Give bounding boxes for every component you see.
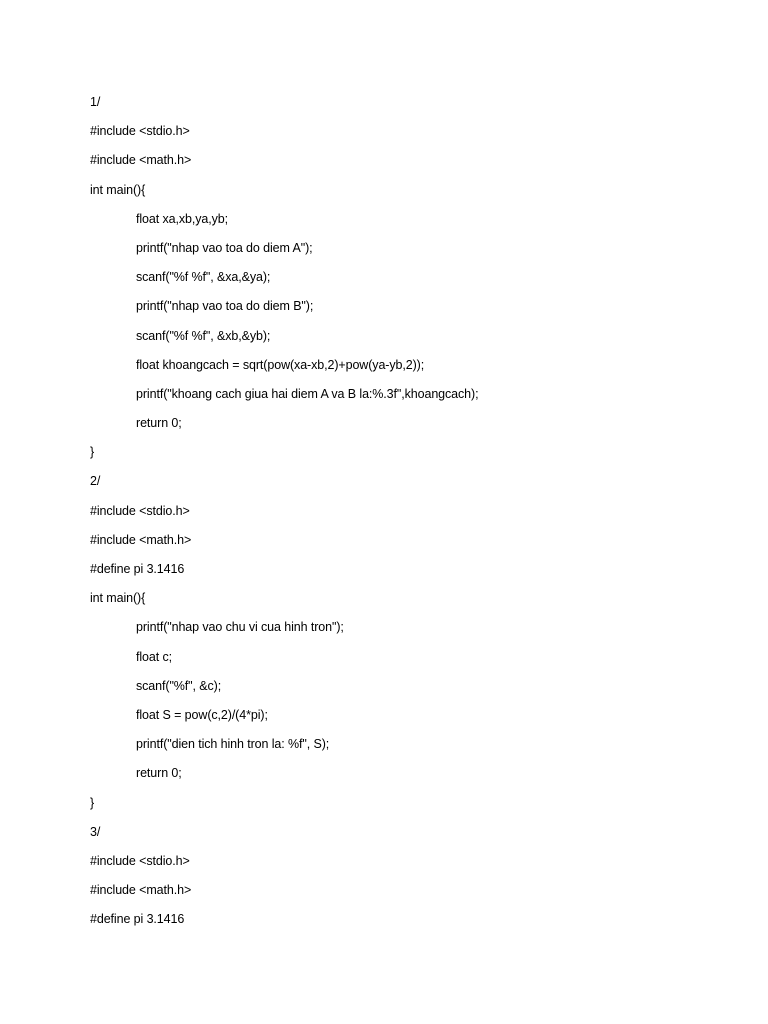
- code-line: 1/: [90, 95, 101, 109]
- code-line: printf("khoang cach giua hai diem A va B la:%.3f",khoangcach);: [136, 386, 479, 401]
- code-line: #include <stdio.h>: [90, 853, 190, 868]
- code-line: 3/: [90, 824, 101, 839]
- code-line: printf("nhap vao toa do diem A");: [136, 240, 313, 255]
- code-line: #define pi 3.1416: [90, 562, 185, 576]
- code-line: scanf("%f %f", &xb,&yb);: [136, 328, 271, 343]
- code-line: #define pi 3.1416: [90, 912, 185, 927]
- code-line: printf("nhap vao chu vi cua hinh tron");: [136, 620, 344, 635]
- code-line: #include <stdio.h>: [90, 124, 190, 139]
- code-line: }: [90, 445, 95, 460]
- code-line: scanf("%f %f", &xa,&ya);: [136, 270, 271, 285]
- code-line: return 0;: [136, 766, 182, 781]
- code-line: 2/: [90, 474, 101, 489]
- code-line: float S = pow(c,2)/(4*pi);: [136, 707, 268, 722]
- code-line: float khoangcach = sqrt(pow(xa-xb,2)+pow(ya-yb,2));: [136, 357, 425, 372]
- code-line: int main(){: [90, 182, 146, 197]
- code-line: #include <math.h>: [90, 532, 192, 547]
- code-line: return 0;: [136, 416, 182, 431]
- code-line: float xa,xb,ya,yb;: [136, 211, 228, 226]
- code-line: float c;: [136, 649, 173, 664]
- code-line: #include <math.h>: [90, 883, 192, 898]
- code-line: #include <math.h>: [90, 153, 192, 168]
- code-line: printf("nhap vao toa do diem B");: [136, 299, 314, 314]
- code-line: printf("dien tich hinh tron la: %f", S);: [136, 737, 330, 752]
- code-listing: [90, 93, 478, 939]
- code-line: int main(){: [90, 591, 146, 606]
- code-line: scanf("%f", &c);: [136, 678, 222, 693]
- code-line: #include <stdio.h>: [90, 503, 190, 518]
- code-line: }: [90, 795, 95, 810]
